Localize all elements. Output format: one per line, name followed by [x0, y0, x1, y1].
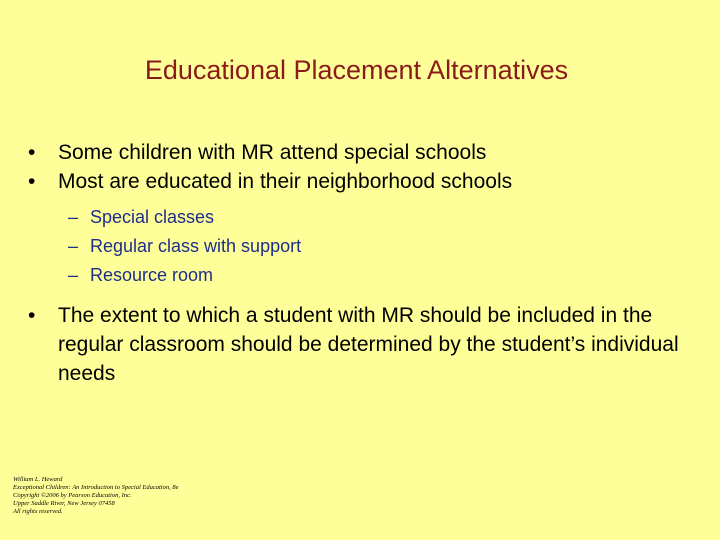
- footer-line: Copyright ©2006 by Pearson Education, Inc.: [13, 492, 132, 499]
- footer-line: William L. Heward: [13, 476, 63, 483]
- footer-line: Exceptional Children: An Introduction to Special Education, 8e: [13, 484, 179, 491]
- bullet-marker: •: [28, 170, 36, 193]
- slide-title: Educational Placement Alternatives: [144, 55, 569, 85]
- sub-bullet-text: Special classes: [90, 207, 215, 227]
- bullet-marker: •: [28, 141, 36, 164]
- sub-bullet-marker: –: [68, 207, 79, 227]
- sub-bullet-list: [68, 203, 301, 290]
- sub-bullet-item: [68, 232, 301, 261]
- bullet-item: [28, 167, 698, 196]
- bullet-text: Most are educated in their neighborhood schools: [58, 170, 513, 193]
- bullet-text: Some children with MR attend special schools: [58, 141, 487, 164]
- sub-bullet-marker: –: [68, 265, 79, 285]
- sub-bullet-marker: –: [68, 236, 79, 256]
- main-bullet-list: [28, 138, 698, 196]
- sub-bullet-text: Resource room: [90, 265, 214, 285]
- sub-bullet-item: [68, 203, 301, 232]
- footer-line: Upper Saddle River, New Jersey 07458: [13, 500, 115, 507]
- sub-bullet-text: Regular class with support: [90, 236, 302, 256]
- bullet-item-inclusion: [28, 301, 698, 388]
- bullet-text: The extent to which a student with MR should be included in the regular classroom should be determined by the student’s individual needs: [58, 304, 679, 385]
- bullet-item: [28, 138, 698, 167]
- bullet-marker: •: [28, 304, 36, 327]
- copyright-footer: [13, 476, 178, 516]
- footer-line: All rights reserved.: [13, 508, 63, 515]
- sub-bullet-item: [68, 261, 301, 290]
